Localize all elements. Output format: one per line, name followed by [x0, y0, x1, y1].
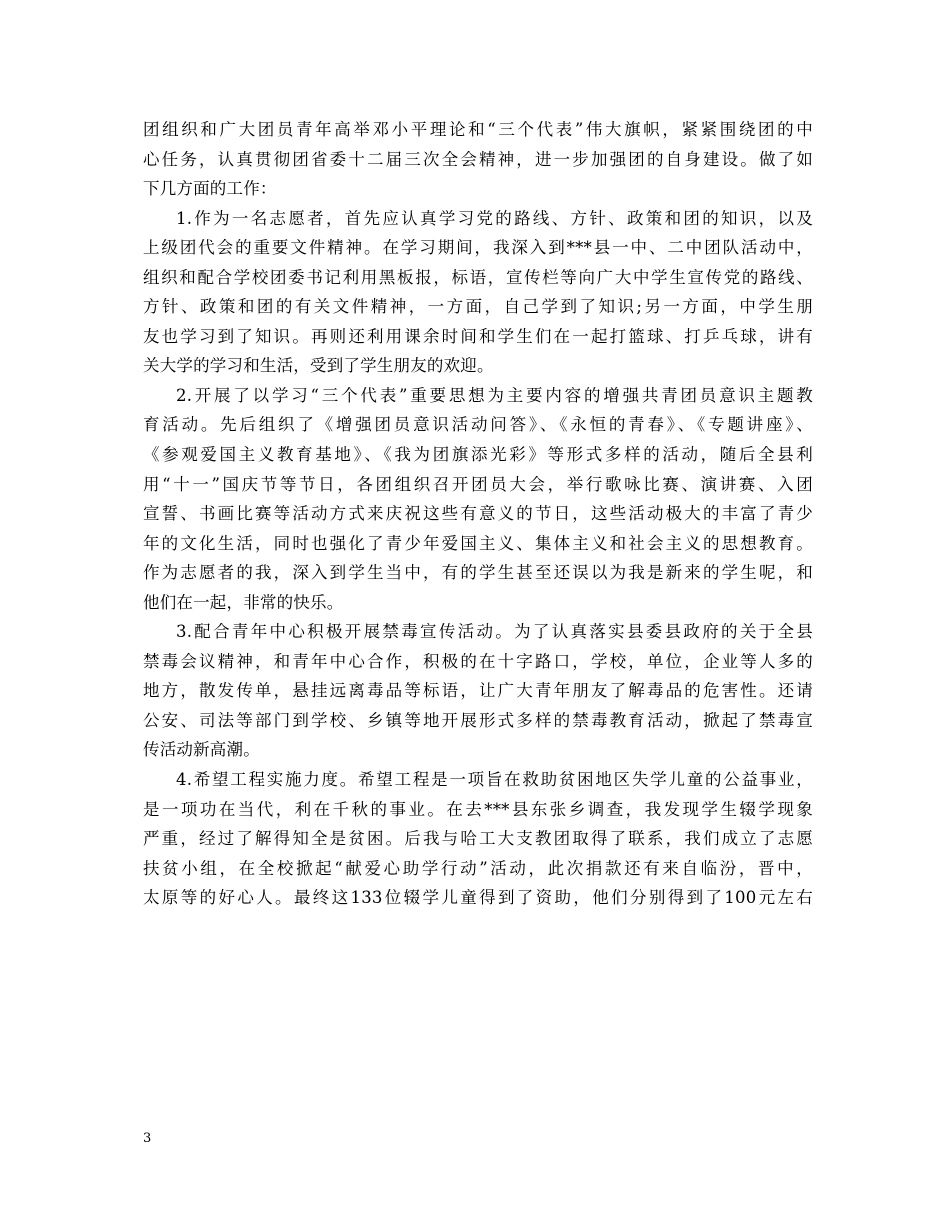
text-line: 公安、司法等部门到学校、乡镇等地开展形式多样的禁毒教育活动，掀起了禁毒宣 [143, 710, 813, 730]
text-line: 上级团代会的重要文件精神。在学习期间，我深入到***县一中、二中团队活动中， [143, 238, 813, 258]
text-line: 太原等的好心人。最终这133位辍学儿童得到了资助，他们分别得到了100元左右 [143, 888, 813, 908]
text-line: 2.开展了以学习“三个代表”重要思想为主要内容的增强共青团员意识主题教 [176, 385, 813, 405]
text-line: 传活动新高潮。 [143, 740, 260, 760]
text-line: 育活动。先后组织了《增强团员意识活动问答》、《永恒的青春》、《专题讲座》、 [143, 415, 813, 435]
page-number: 3 [143, 1131, 152, 1146]
text-line: 年的文化生活，同时也强化了青少年爱国主义、集体主义和社会主义的思想教育。 [143, 533, 813, 553]
text-line: 他们在一起，非常的快乐。 [143, 592, 344, 612]
text-line: 关大学的学习和生活，受到了学生朋友的欢迎。 [143, 356, 494, 376]
text-line: 严重，经过了解得知全是贫困。后我与哈工大支教团取得了联系，我们成立了志愿 [143, 829, 813, 849]
text-line: 扶贫小组，在全校掀起“献爱心助学行动”活动，此次捐款还有来自临汾，晋中， [143, 858, 813, 878]
text-line: 方针、政策和团的有关文件精神，一方面，自己学到了知识;另一方面，中学生朋 [143, 297, 813, 317]
text-line: 1.作为一名志愿者，首先应认真学习党的路线、方针、政策和团的知识，以及 [176, 208, 813, 228]
document-body [143, 115, 813, 913]
text-line: 下几方面的工作： [143, 179, 277, 199]
text-line: 是一项功在当代，利在千秋的事业。在去***县东张乡调查，我发现学生辍学现象 [143, 799, 813, 819]
text-line: 《参观爱国主义教育基地》、《我为团旗添光彩》等形式多样的活动，随后全县利 [143, 445, 813, 465]
text-line: 宣誓、书画比赛等活动方式来庆祝这些有意义的节日，这些活动极大的丰富了青少 [143, 504, 813, 524]
text-line: 4.希望工程实施力度。希望工程是一项旨在救助贫困地区失学儿童的公益事业， [176, 770, 813, 790]
text-line: 禁毒会议精神，和青年中心合作，积极的在十字路口，学校，单位，企业等人多的 [143, 651, 813, 671]
text-line: 心任务，认真贯彻团省委十二届三次全会精神，进一步加强团的自身建设。做了如 [143, 149, 813, 169]
text-line: 作为志愿者的我，深入到学生当中，有的学生甚至还误以为我是新来的学生呢，和 [143, 563, 813, 583]
text-line: 地方，散发传单，悬挂远离毒品等标语，让广大青年朋友了解毒品的危害性。还请 [143, 681, 813, 701]
text-line: 团组织和广大团员青年高举邓小平理论和“三个代表”伟大旗帜，紧紧围绕团的中 [143, 120, 813, 139]
text-line: 友也学习到了知识。再则还利用课余时间和学生们在一起打篮球、打乒乓球，讲有 [143, 326, 813, 346]
text-line: 3.配合青年中心积极开展禁毒宣传活动。为了认真落实县委县政府的关于全县 [176, 622, 813, 642]
text-line: 用“十一”国庆节等节日，各团组织召开团员大会，举行歌咏比赛、演讲赛、入团 [143, 474, 813, 494]
text-line: 组织和配合学校团委书记利用黑板报，标语，宣传栏等向广大中学生宣传党的路线、 [143, 267, 813, 287]
